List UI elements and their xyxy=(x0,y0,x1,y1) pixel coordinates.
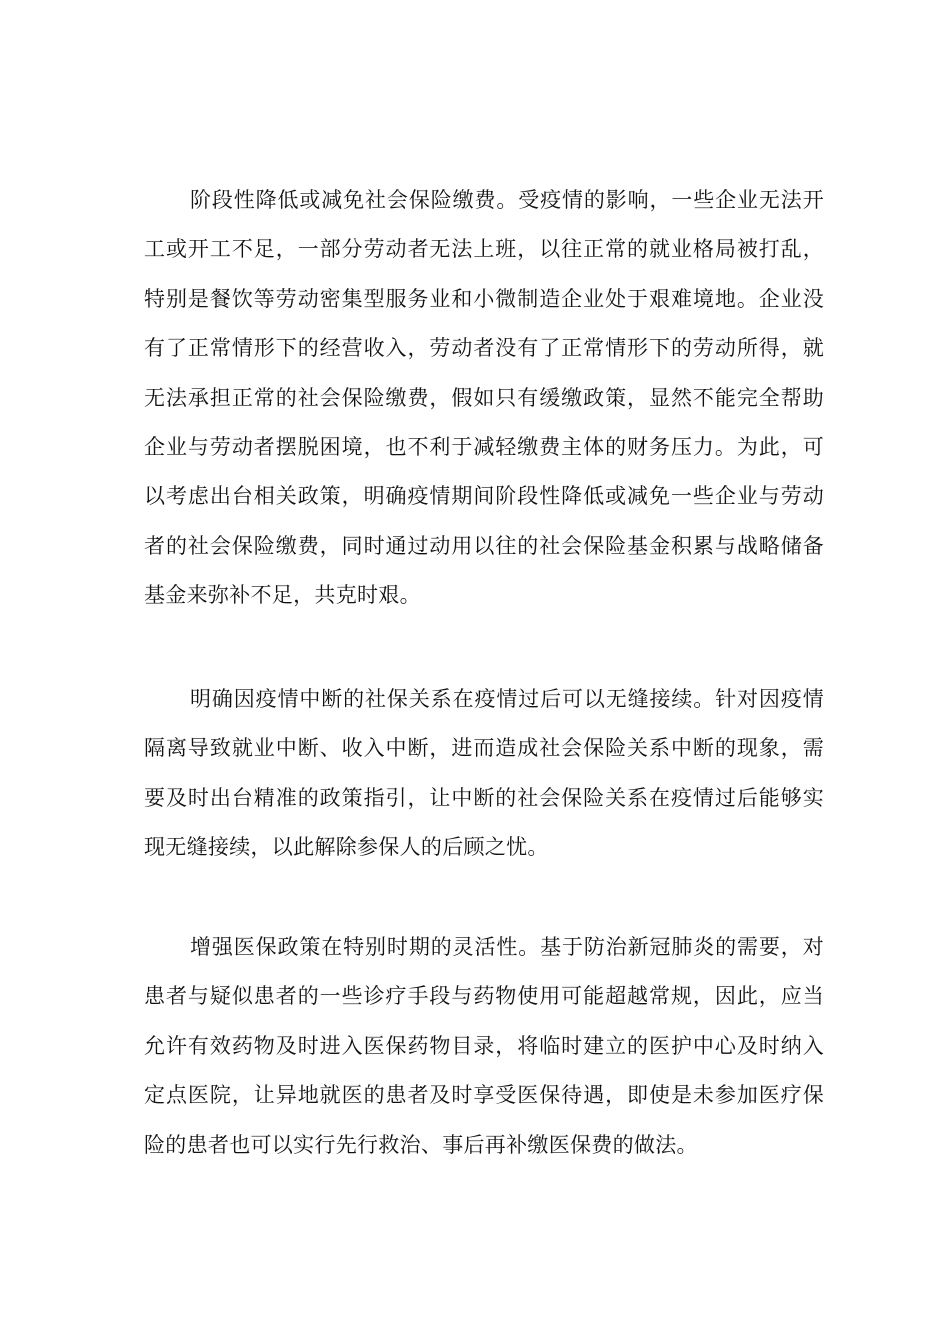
paragraph-social-insurance-reduction: 阶段性降低或减免社会保险缴费。受疫情的影响，一些企业无法开工或开工不足，一部分劳动者无法上班，以往正常的就业格局被打乱，特别是餐饮等劳动密集型服务业和小微制造企业处于艰难境地。企业没有了正常情形下的经营收入，劳动者没有了正常情形下的劳动所得，就无法承担正常的社会保险缴费，假如只有缓缴政策，显然不能完全帮助企业与劳动者摆脱困境，也不利于减轻缴费主体的财务压力。为此，可以考虑出台相关政策，明确疫情期间阶段性降低或减免一些企业与劳动者的社会保险缴费，同时通过动用以往的社会保险基金积累与战略储备基金来弥补不足，共克时艰。 xyxy=(144,188,824,608)
paragraph-medical-insurance-flexibility: 增强医保政策在特别时期的灵活性。基于防治新冠肺炎的需要，对患者与疑似患者的一些诊疗手段与药物使用可能超越常规，因此，应当允许有效药物及时进入医保药物目录，将临时建立的医护中心及时纳入定点医院，让异地就医的患者及时享受医保待遇，即使是未参加医疗保险的患者也可以实行先行救治、事后再补缴医保费的做法。 xyxy=(144,935,824,1157)
paragraph-social-security-continuation: 明确因疫情中断的社保关系在疫情过后可以无缝接续。针对因疫情隔离导致就业中断、收入中断，进而造成社会保险关系中断的现象，需要及时出台精准的政策指引，让中断的社会保险关系在疫情过后能够实现无缝接续，以此解除参保人的后顾之忧。 xyxy=(144,687,824,860)
